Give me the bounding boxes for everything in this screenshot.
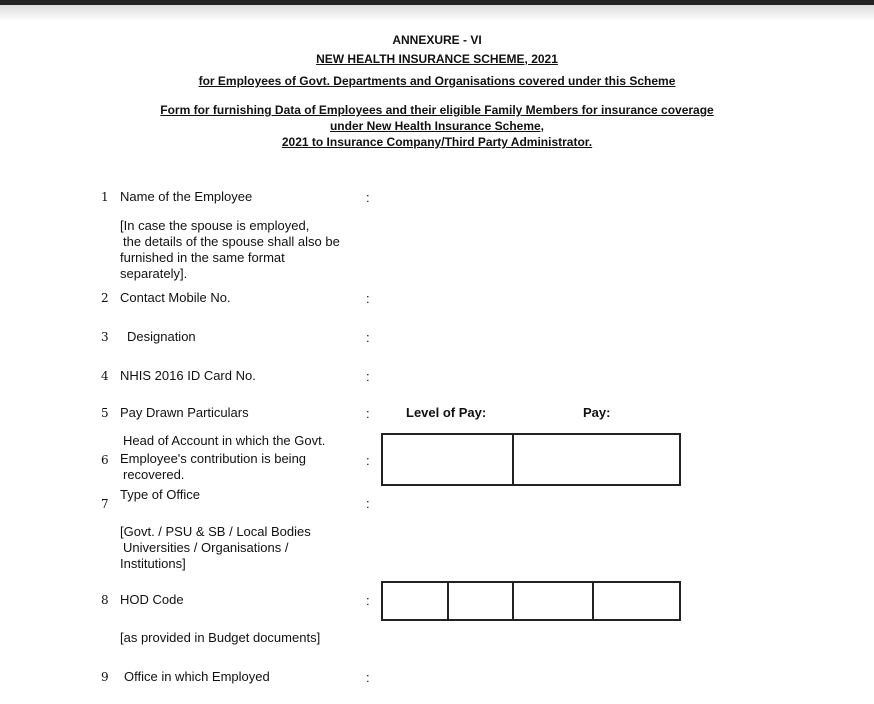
scheme-title: NEW HEALTH INSURANCE SCHEME, 2021 <box>316 52 558 66</box>
label-head-of-account: Head of Account in which the Govt. <box>123 433 326 448</box>
label-pay-drawn: Pay Drawn Particulars <box>120 405 249 420</box>
colon: : <box>366 330 370 345</box>
label-nhis-id: NHIS 2016 ID Card No. <box>120 368 256 383</box>
item-number: 8 <box>101 593 109 607</box>
note-line: [Govt. / PSU & SB / Local Bodies <box>120 524 311 539</box>
colon: : <box>366 593 370 608</box>
colon: : <box>366 291 370 306</box>
note-line: Universities / Organisations / <box>123 540 289 555</box>
form-title-line-2: under New Health Insurance Scheme, <box>329 119 545 133</box>
form-title-line-3: 2021 to Insurance Company/Third Party Administrator. <box>281 135 593 149</box>
hod-code-digit-field[interactable] <box>514 583 594 619</box>
colon: : <box>366 453 370 468</box>
label-hod-code: HOD Code <box>120 592 184 607</box>
note-line: separately]. <box>120 266 188 281</box>
toolbar-shadow <box>0 5 874 21</box>
hod-code-digit-field[interactable] <box>449 583 514 619</box>
colon: : <box>366 406 370 421</box>
pay-heading: Pay: <box>583 405 611 420</box>
scheme-subtitle: for Employees of Govt. Departments and Organisations covered under this Scheme <box>198 74 676 88</box>
annexure-heading: ANNEXURE - VI <box>392 33 482 47</box>
label-type-of-office: Type of Office <box>120 487 200 502</box>
hod-code-digit-field[interactable] <box>594 583 679 619</box>
level-of-pay-heading: Level of Pay: <box>406 405 487 420</box>
hod-code-digit-field[interactable] <box>383 583 449 619</box>
item-number: 2 <box>101 291 109 305</box>
item-number: 4 <box>101 369 109 383</box>
note-line: furnished in the same format <box>120 250 285 265</box>
label-head-of-account: recovered. <box>123 467 185 482</box>
note-line: the details of the spouse shall also be <box>123 234 340 249</box>
label-contact-mobile: Contact Mobile No. <box>120 290 231 305</box>
colon: : <box>366 190 370 205</box>
label-employee-name: Name of the Employee <box>120 189 253 204</box>
colon: : <box>366 670 370 685</box>
item-number: 7 <box>101 497 109 511</box>
note-line: Institutions] <box>120 556 186 571</box>
note-line: [as provided in Budget documents] <box>120 630 321 645</box>
level-of-pay-field[interactable] <box>383 435 514 484</box>
note-line: [In case the spouse is employed, <box>120 218 310 233</box>
hod-code-box <box>381 581 681 621</box>
item-number: 3 <box>101 330 109 344</box>
label-head-of-account: Employee's contribution is being <box>120 451 307 466</box>
label-designation: Designation <box>127 329 196 344</box>
colon: : <box>366 496 370 511</box>
pay-entry-box <box>381 433 681 486</box>
item-number: 1 <box>101 190 109 204</box>
pay-field[interactable] <box>514 435 679 484</box>
colon: : <box>366 369 370 384</box>
item-number: 9 <box>101 670 109 684</box>
item-number: 6 <box>101 453 109 467</box>
item-number: 5 <box>101 406 109 420</box>
label-office-employed: Office in which Employed <box>124 669 270 684</box>
form-title-line-1: Form for furnishing Data of Employees and their eligible Family Members for insurance coverage <box>160 103 714 117</box>
